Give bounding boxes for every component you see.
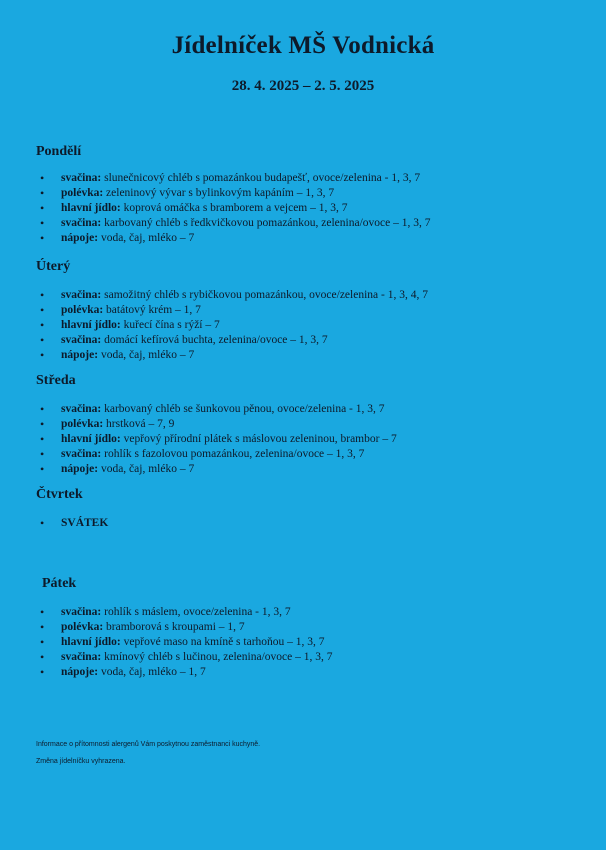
list-item: • nápoje: voda, čaj, mléko – 7 (36, 462, 397, 477)
page-title: Jídelníček MŠ Vodnická (171, 32, 435, 59)
list-item: • hlavní jídlo: kuřecí čína s rýží – 7 (36, 318, 428, 333)
list-item: • svačina: domácí kefírová buchta, zelenina/ovoce – 1, 3, 7 (36, 333, 428, 348)
list-item: • hlavní jídlo: koprová omáčka s bramborem a vejcem – 1, 3, 7 (36, 201, 431, 216)
list-item: • svačina: kmínový chléb s lučinou, zelenina/ovoce – 1, 3, 7 (36, 650, 332, 665)
holiday-item: • SVÁTEK (36, 516, 108, 531)
list-item: • svačina: karbovaný chléb se šunkovou pěnou, ovoce/zelenina - 1, 3, 7 (36, 402, 397, 417)
list-item: • nápoje: voda, čaj, mléko – 7 (36, 348, 428, 363)
list-item: • hlavní jídlo: vepřové maso na kmíně s tarhoňou – 1, 3, 7 (36, 635, 332, 650)
menu-list-friday (36, 605, 332, 680)
list-item: • svačina: slunečnicový chléb s pomazánkou budapešť, ovoce/zelenina - 1, 3, 7 (36, 171, 431, 186)
day-heading-tuesday: Úterý (36, 259, 71, 274)
allergens-note: Informace o přítomnosti alergenů Vám poskytnou zaměstnanci kuchyně. (36, 741, 261, 748)
list-item: • nápoje: voda, čaj, mléko – 1, 7 (36, 665, 332, 680)
list-item: • hlavní jídlo: vepřový přírodní plátek s máslovou zeleninou, brambor – 7 (36, 432, 397, 447)
list-item: • polévka: zeleninový vývar s bylinkovým kapáním – 1, 3, 7 (36, 186, 431, 201)
menu-list-tuesday (36, 288, 428, 363)
list-item: • polévka: hrstková – 7, 9 (36, 417, 397, 432)
list-item: • svačina: samožitný chléb s rybičkovou pomazánkou, ovoce/zelenina - 1, 3, 4, 7 (36, 288, 428, 303)
menu-list-thursday (36, 516, 108, 531)
list-item: • svačina: rohlík s máslem, ovoce/zelenina - 1, 3, 7 (36, 605, 332, 620)
menu-list-wednesday (36, 402, 397, 477)
menu-change-note: Změna jídelníčku vyhrazena. (36, 758, 126, 765)
list-item: • svačina: rohlík s fazolovou pomazánkou, zelenina/ovoce – 1, 3, 7 (36, 447, 397, 462)
day-heading-friday: Pátek (42, 576, 77, 591)
list-item: • nápoje: voda, čaj, mléko – 7 (36, 231, 431, 246)
list-item: • polévka: bramborová s kroupami – 1, 7 (36, 620, 332, 635)
menu-list-monday (36, 171, 431, 246)
day-heading-thursday: Čtvrtek (36, 487, 83, 502)
day-heading-monday: Pondělí (36, 144, 82, 159)
list-item: • svačina: karbovaný chléb s ředkvičkovou pomazánkou, zelenina/ovoce – 1, 3, 7 (36, 216, 431, 231)
date-range: 28. 4. 2025 – 2. 5. 2025 (231, 78, 375, 94)
day-heading-wednesday: Středa (36, 373, 76, 388)
list-item: • polévka: batátový krém – 1, 7 (36, 303, 428, 318)
